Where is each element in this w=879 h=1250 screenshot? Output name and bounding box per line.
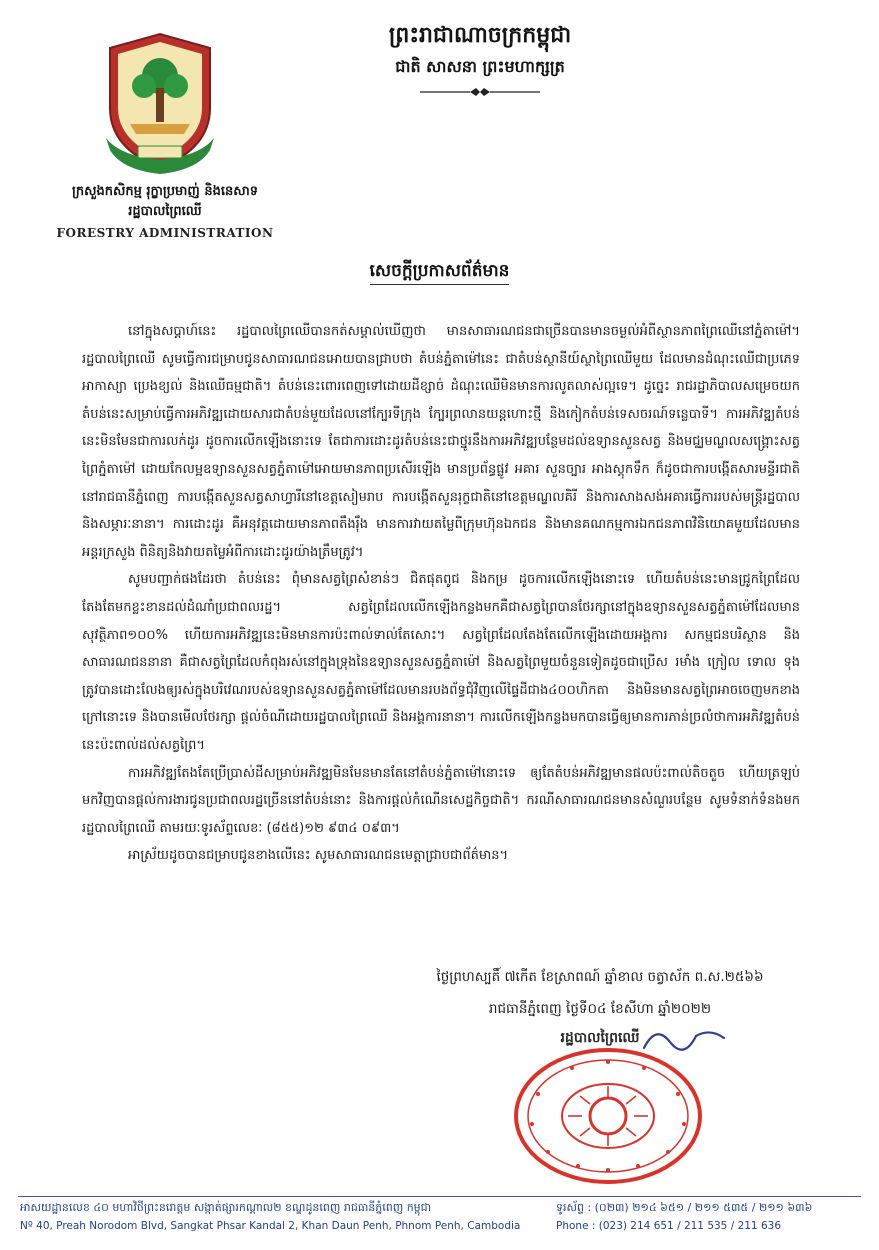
- footer-phone-en: Phone : (023) 214 651 / 211 535 / 211 636: [556, 1220, 781, 1232]
- national-motto: ជាតិ សាសនា ព្រះមហាក្សត្រ: [395, 57, 565, 76]
- ministry-name: ក្រសួងកសិកម្ម រុក្ខាប្រមាញ់ និងនេសាទ: [72, 184, 258, 199]
- ornament-divider-icon: [420, 86, 540, 98]
- ministry-block: [0, 182, 330, 244]
- footer-address-km: អាសយដ្ឋានលេខ ៤០ មហាវិថីព្រះនរោត្តម សង្កាត់ផ្សារកណ្ដាល២ ខណ្ឌដូនពេញ រាជធានីភ្នំពេញ កម្ពុជា: [20, 1201, 432, 1214]
- body-paragraph-1: នៅក្នុងសប្ដាហ៍នេះ រដ្ឋបាលព្រៃឈើបានកត់សម្គាល់ឃើញថា មានសាធារណជនជាច្រើនបានមានចម្ងល់អំពីស្ថានភាពព្រៃឈើនៅភ្នំតាម៉ៅ។ រដ្ឋបាលព្រៃឈើ សូមធ្វើការជម្រាបជូនសាធារណជនអោយបានជ្រាបថា តំបន់ភ្នំតាម៉ៅនេះ ជាតំបន់ស្ថានីយ៍ស្ថាព្រៃឈើមួយ ដែលមានដំណុះឈើជាប្រភេទអាកាស្យា ប្រេងខ្យល់ និងឈើធម្មជាតិ។ តំបន់នេះពោរពេញទៅដោយដីខ្សាច់ ដំណុះឈើមិនមានការលូតលាស់ល្អទេ។ ដូច្នេះ រាជរដ្ឋាភិបាលសម្រេចយកតំបន់នេះសម្រាប់ធ្វើការអភិវឌ្ឍដោយសារជាតំបន់មួយដែលនៅក្បែរទីក្រុង ក្បែរព្រលានយន្តហោះថ្មី និងកៀកតំបន់ទេសចរណ៍ទន្លេបាទី។ ការអភិវឌ្ឍតំបន់នេះមិនមែនជាការលក់ដូរ ដូចការលើកឡើងនោះទេ តែជាការដោះដូរតំបន់នេះជាថ្នូរនឹងការអភិវឌ្ឍបន្ថែមដល់ឧទ្យានសួនសត្វ និងមជ្ឈមណ្ឌលសង្គ្រោះសត្វព្រៃភ្នំតាម៉ៅ ដោយកែលម្អឧទ្យានសួនសត្វភ្នំតាម៉ៅអោយមានភាពប្រសើរឡើង មានប្រព័ន្ធផ្លូវ អគារ សួនច្បារ អាងស្តុកទឹក ក៏ដូចជាការបង្កើតសារមន្ទីរជាតិនៅរាជធានីភ្នំពេញ ការបង្កើតសួនសត្វសាហ្វារីនៅខេត្តសៀមរាប ការបង្កើតសួនរុក្ខជាតិនៅខេត្តមណ្ឌលគិរី និងការសាងសង់អគារធ្វើការរបស់មន្រ្តីរដ្ឋបាល និងសម្ភារៈនានា។ ការដោះដូរ គឺអនុវត្តដោយមានភាពតឹងរ៉ឹង មានការវាយតម្លៃពីក្រុមហ៊ុនឯកជន និងមានគណកម្មការឯកជនភាពវិនិយោគមួយដែលមានអន្តរក្រសួង ពិនិត្យនិងវាយតម្លៃអំពីការដោះដូរយ៉ាងត្រឹមត្រូវ។: [82, 324, 800, 560]
- signature-icon: [640, 1018, 730, 1058]
- footer-phone-km: ទូរស័ព្ទ : (០២៣) ២១៤ ៦៥១ / ២១១ ៥៣៥ / ២១១ ៦៣៦: [556, 1201, 813, 1214]
- date-solar: រាជធានីភ្នំពេញ ថ្ងៃទី០៤ ខែសីហា ឆ្នាំ២០២២: [488, 1001, 712, 1017]
- kingdom-header: [320, 18, 640, 102]
- document-body: [82, 318, 800, 870]
- department-name-en: FORESTRY ADMINISTRATION: [56, 226, 274, 240]
- body-paragraph-3: ការអភិវឌ្ឍតែងតែប្រើប្រាស់ដីសម្រាប់អភិវឌ្ឍមិនមែនមានតែនៅតំបន់ភ្នំតាម៉ៅនោះទេ ឲ្យតែតំបន់អភិវឌ្ឍមានផលប៉ះពាល់តិចតួច ហើយត្រឡប់មកវិញបានផ្តល់ការងារជូនប្រជាពលរដ្ឋច្រើននៅតំបន់នោះ និងការផ្តល់កំណើនសេដ្ឋកិច្ចជាតិ។ ករណីសាធារណជនមានសំណួរបន្ថែម សូមទំនាក់ទំនងមករដ្ឋបាលព្រៃឈើ តាមរយៈទូរស័ព្ទលេខៈ (៨៥៥)១២ ៩៣៤ ០៩៣។: [82, 765, 800, 836]
- document-title: [0, 260, 879, 285]
- forestry-administration-logo: [100, 28, 220, 178]
- document-title-text: សេចក្ដីប្រកាសព័ត៌មាន: [370, 261, 510, 285]
- department-name: រដ្ឋបាលព្រៃឈើ: [128, 204, 202, 219]
- date-lunar: ថ្ងៃព្រហស្បតិ៍ ៧កើត ខែស្រាពណ៍ ឆ្នាំខាល ចត្វាស័ក ព.ស.២៥៦៦: [436, 969, 764, 985]
- signatory-title: រដ្ឋបាលព្រៃឈើ: [560, 1030, 640, 1046]
- kingdom-title: ព្រះរាជាណាចក្រកម្ពុជា: [388, 23, 572, 48]
- body-paragraph-4: អាស្រ័យដូចបានជម្រាបជូនខាងលើនេះ សូមសាធារណជនមេត្តាជ្រាបជាព័ត៌មាន។: [128, 848, 509, 864]
- footer-address-en: Nº 40, Preah Norodom Blvd, Sangkat Phsar Kandal 2, Khan Daun Penh, Phnom Penh, Cambodia: [20, 1220, 521, 1232]
- body-paragraph-2: សូមបញ្ជាក់ផងដែរថា តំបន់នេះ ពុំមានសត្វព្រៃសំខាន់ៗ ជិតផុតពូជ និងកម្រ ដូចការលើកឡើងនោះទេ ហើយតំបន់នេះមានជ្រូកព្រៃដែលតែងតែមកខ្លះខានដល់ដំណាំប្រជាពលរដ្ឋ។ សត្វព្រៃដែលលើកឡើងកន្លងមកគឺជាសត្វព្រៃបានថែរក្សានៅក្នុងឧទ្យានសួនសត្វភ្នំតាម៉ៅដែលមានសុវត្ថិភាព១០០% ហើយការអភិវឌ្ឍនេះមិនមានការប៉ះពាល់ទាល់តែសោះ។ សត្វព្រៃដែលតែងតែលើកឡើងដោយអង្គការ សកម្មជនបរិស្ថាន និងសាធារណជននានា គឺជាសត្វព្រៃដែលកំពុងរស់នៅក្នុងទ្រុងនៃឧទ្យានសួនសត្វភ្នំតាម៉ៅ និងសត្វព្រៃមួយចំនួនទៀតដូចជាប្រើស រមាំង ក្រៀល ទោល ទុង ត្រូវបានដោះលែងឲ្យរស់ក្នុងបរិវេណរបស់ឧទ្យានសួនសត្វភ្នំតាម៉ៅដែលមានរបងព័ទ្ធជុំវិញលើផ្ទៃដីជាង៤០០ហិកតា និងមិនមានសត្វព្រៃអាចចេញមកខាងក្រៅនោះទេ និងបានមើលថែរក្សា ផ្តល់ចំណីដោយរដ្ឋបាលព្រៃឈើ និងអង្គការនានា។ ការលើកឡើងកន្លងមកបានធ្វើឲ្យមានការភាន់ច្រលំថាការអភិវឌ្ឍតំបន់នេះប៉ះពាល់ដល់សត្វព្រៃ។: [82, 572, 800, 753]
- footer-divider: [18, 1196, 861, 1197]
